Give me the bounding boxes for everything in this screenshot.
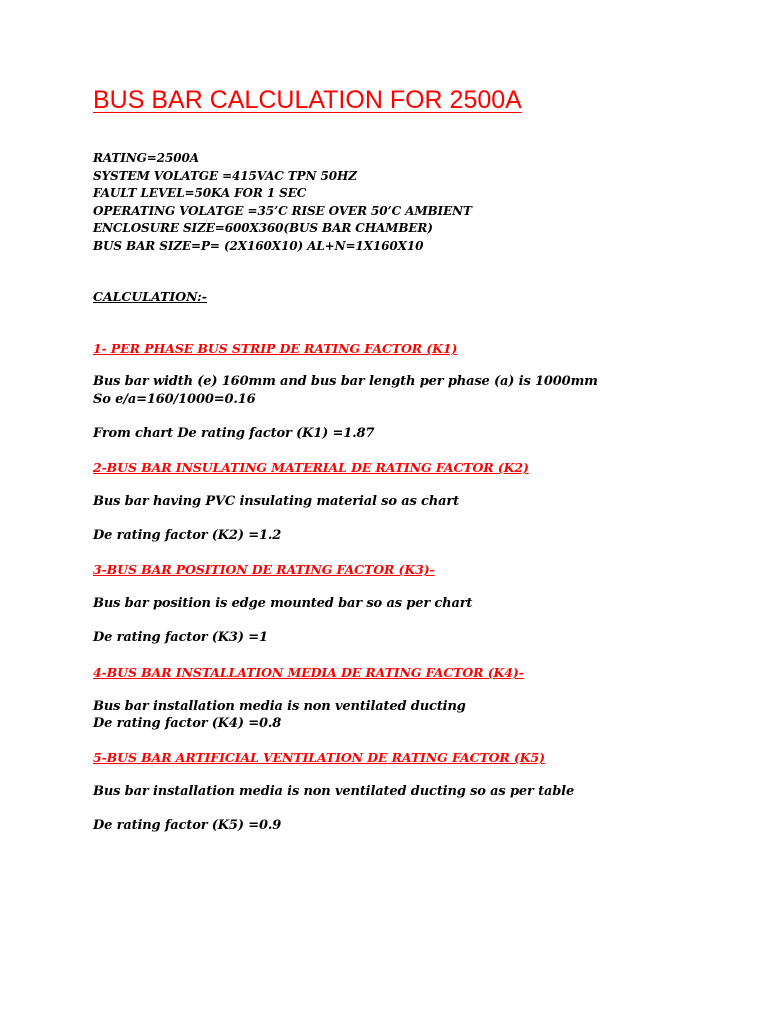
section-line: De rating factor (K3) =1 xyxy=(93,630,268,645)
section-line: De rating factor (K2) =1.2 xyxy=(93,528,282,543)
spec-operating-voltage: OPERATING VOLATGE =35’C RISE OVER 50’C AMBIENT xyxy=(93,203,472,218)
section-heading-k1: 1- PER PHASE BUS STRIP DE RATING FACTOR (K1) xyxy=(93,341,458,356)
section-line: So e/a=160/1000=0.16 xyxy=(93,392,256,407)
section-line: Bus bar installation media is non ventilated ducting xyxy=(93,699,466,714)
section-heading-k2: 2-BUS BAR INSULATING MATERIAL DE RATING FACTOR (K2) xyxy=(93,460,529,475)
spec-enclosure-size: ENCLOSURE SIZE=600X360(BUS BAR CHAMBER) xyxy=(93,221,433,236)
section-heading-k5: 5-BUS BAR ARTIFICIAL VENTILATION DE RATING FACTOR (K5) xyxy=(93,750,545,765)
section-line: Bus bar installation media is non ventilated ducting so as per table xyxy=(93,784,575,799)
spec-bus-bar-size: BUS BAR SIZE=P= (2X160X10) AL+N=1X160X10 xyxy=(93,238,424,253)
section-line: Bus bar having PVC insulating material so as chart xyxy=(93,494,459,509)
section-line: From chart De rating factor (K1) =1.87 xyxy=(93,426,375,441)
section-line: Bus bar position is edge mounted bar so as per chart xyxy=(93,596,473,611)
calculation-heading: CALCULATION:- xyxy=(93,289,207,304)
spec-system-voltage: SYSTEM VOLATGE =415VAC TPN 50HZ xyxy=(93,168,357,183)
spec-rating: RATING=2500A xyxy=(93,151,199,165)
spec-list xyxy=(93,150,472,256)
section-line: De rating factor (K5) =0.9 xyxy=(93,818,282,833)
spec-fault-level: FAULT LEVEL=50KA FOR 1 SEC xyxy=(93,186,307,201)
section-line: De rating factor (K4) =0.8 xyxy=(93,716,282,731)
section-heading-k3: 3-BUS BAR POSITION DE RATING FACTOR (K3)- xyxy=(93,562,435,577)
section-line: Bus bar width (e) 160mm and bus bar length per phase (a) is 1000mm xyxy=(93,374,598,389)
section-heading-k4: 4-BUS BAR INSTALLATION MEDIA DE RATING FACTOR (K4)- xyxy=(93,665,524,680)
document-title: BUS BAR CALCULATION FOR 2500A xyxy=(93,86,522,114)
